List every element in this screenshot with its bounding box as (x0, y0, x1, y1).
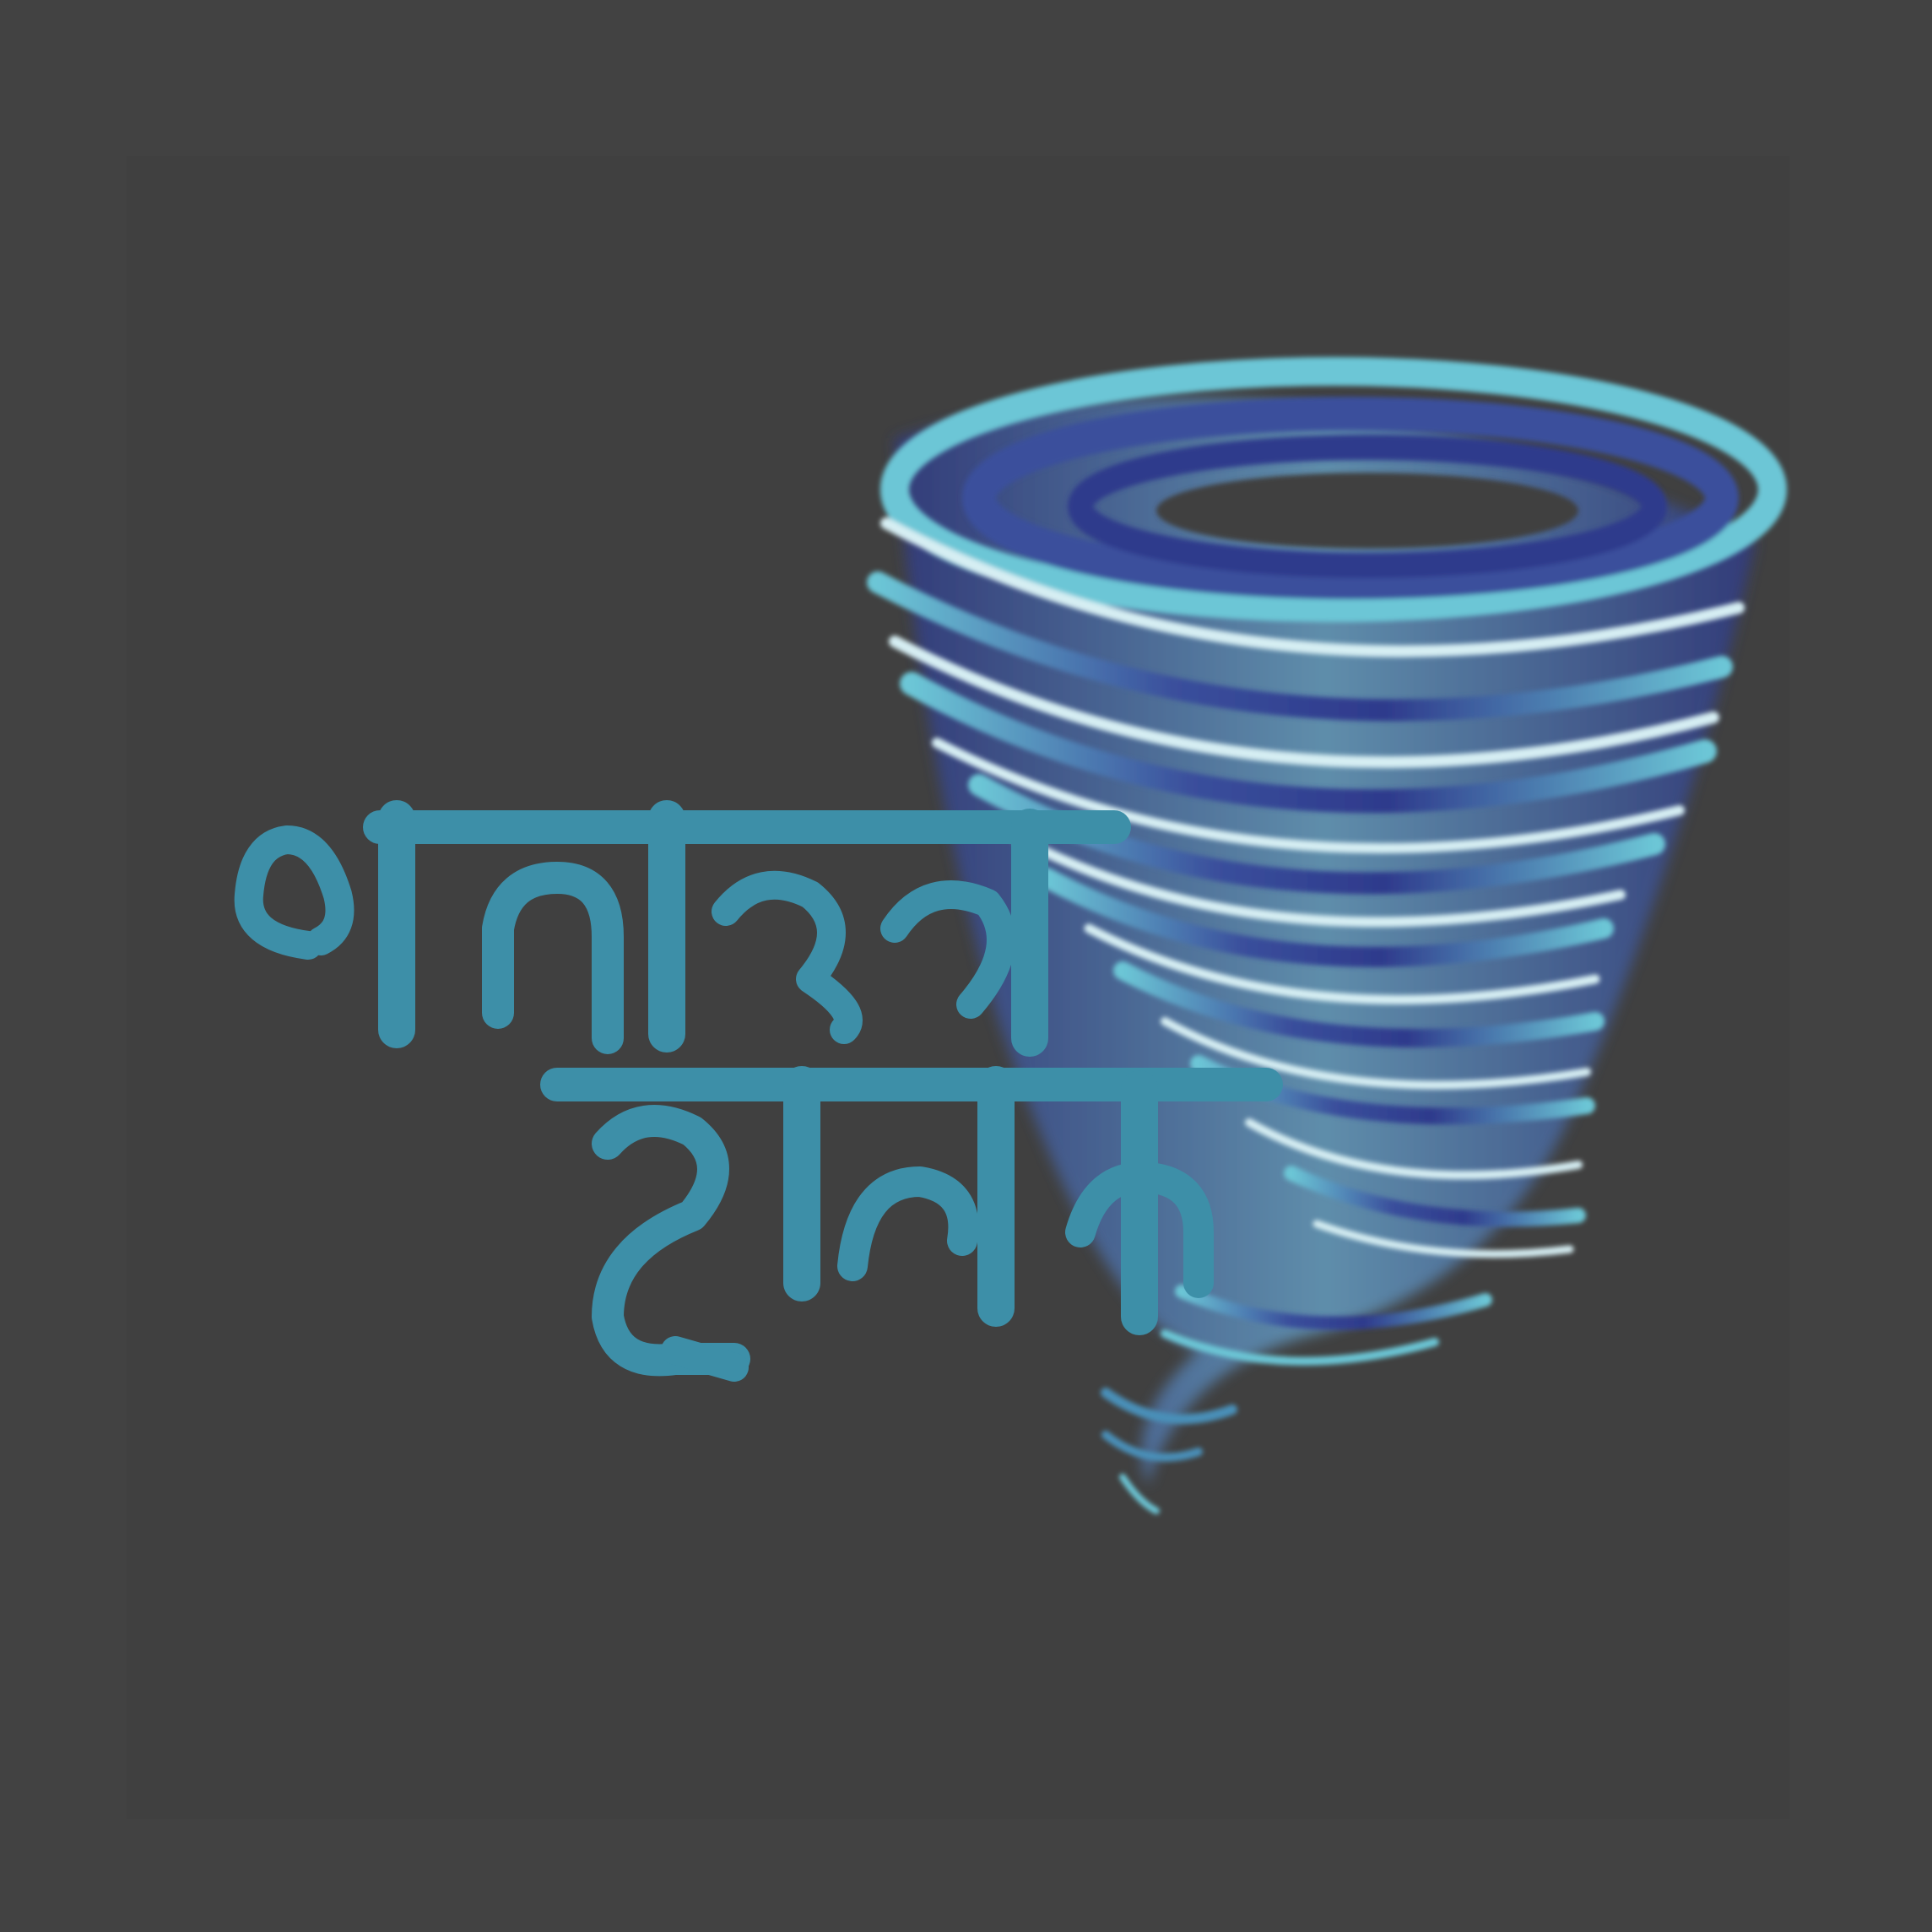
tornado-tail (1123, 1477, 1156, 1511)
tornado-eye (1156, 473, 1578, 549)
